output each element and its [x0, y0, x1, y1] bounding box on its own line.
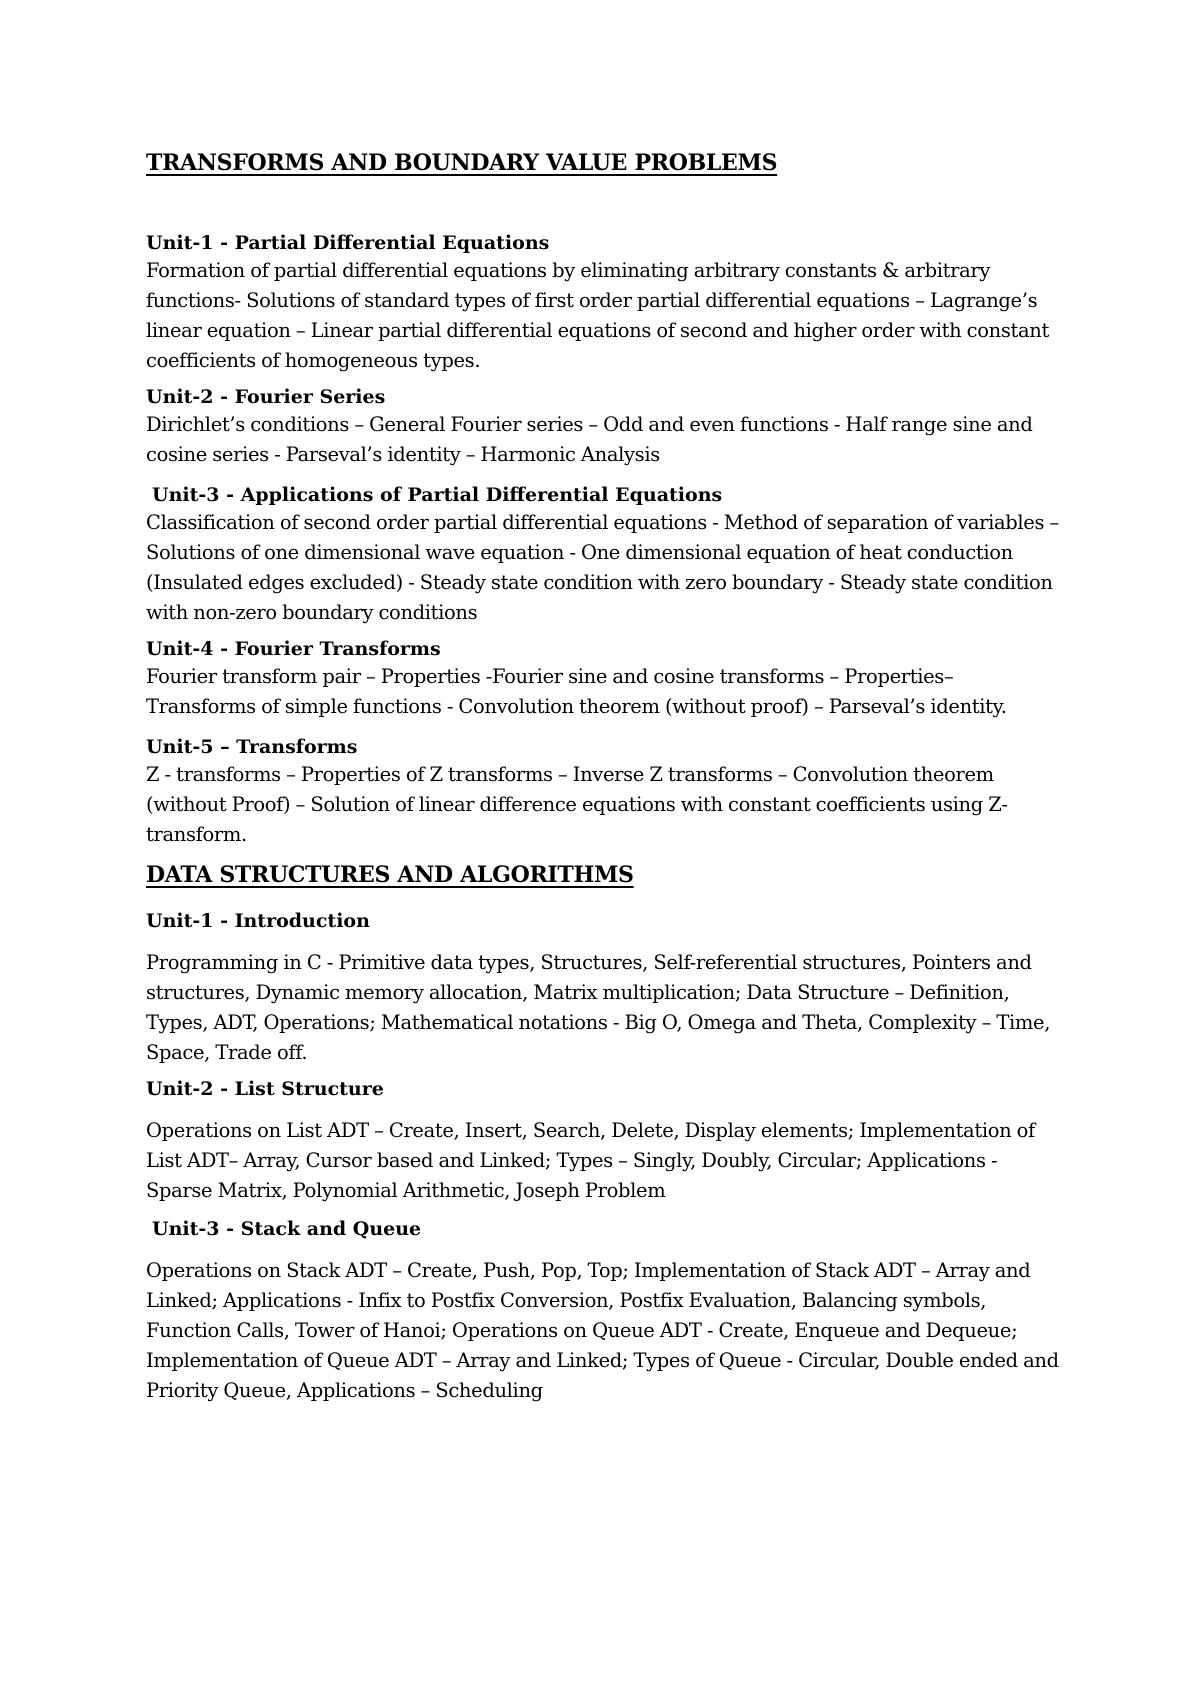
unit-description: Classification of second order partial differential equations - Method of separation of variables – Solutions of one dimensional wave equation - One dimensional equation of heat conduction (Insulated edges excluded) - Steady state condition with zero boundary - Steady state condition with non-zero boundary conditions — [146, 511, 1059, 624]
unit-description: Programming in C - Primitive data types, Structures, Self-referential structures, Pointers and structures, Dynamic memory allocation, Matrix multiplication; Data Structure – Definition, Types, ADT, Operations; Mathematical notations - Big O, Omega and Theta, Complexity – Time, Space, Trade off. — [146, 951, 1051, 1064]
unit-title: Unit-4 - Fourier Transforms — [146, 638, 441, 660]
unit-title: Unit-2 - Fourier Series — [146, 386, 386, 408]
section-heading: TRANSFORMS AND BOUNDARY VALUE PROBLEMS — [146, 150, 778, 176]
unit-title: Unit-1 - Partial Differential Equations — [146, 232, 550, 254]
unit-description: Fourier transform pair – Properties -Fourier sine and cosine transforms – Properties– Transforms of simple functions - Convolution theorem (without proof) – Parseval’s identity. — [146, 665, 1007, 718]
section-heading: DATA STRUCTURES AND ALGORITHMS — [146, 862, 634, 888]
unit-description: Operations on Stack ADT – Create, Push, Pop, Top; Implementation of Stack ADT – Array and Linked; Applications - Infix to Postfix Conversion, Postfix Evaluation, Balancing symbols, Function Calls, Tower of Hanoi; Operations on Queue ADT - Create, Enqueue and Dequeue; Implementation of Queue ADT – Array and Linked; Types of Queue - Circular, Double ended and Priority Queue, Applications – Scheduling — [146, 1259, 1059, 1402]
unit-description: Z - transforms – Properties of Z transforms – Inverse Z transforms – Convolution theorem (without Proof) – Solution of linear difference equations with constant coefficients using Z-transform. — [146, 763, 1008, 846]
unit-description: Dirichlet’s conditions – General Fourier series – Odd and even functions - Half range sine and cosine series - Parseval’s identity – Harmonic Analysis — [146, 413, 1033, 466]
unit-description: Operations on List ADT – Create, Insert, Search, Delete, Display elements; Implementation of List ADT– Array, Cursor based and Linked; Types – Singly, Doubly, Circular; Applications - Sparse Matrix, Polynomial Arithmetic, Joseph Problem — [146, 1119, 1035, 1202]
unit-description: Formation of partial differential equations by eliminating arbitrary constants & arbitrary functions- Solutions of standard types of first order partial differential equations – Lagrange’s linear equation – Linear partial differential equations of second and higher order with constant coefficients of homogeneous types. — [146, 259, 1049, 372]
unit-title: Unit-5 – Transforms — [146, 736, 358, 758]
unit-title: Unit-3 - Applications of Partial Differential Equations — [152, 484, 723, 506]
unit-title: Unit-2 - List Structure — [146, 1078, 384, 1100]
unit-title: Unit-1 - Introduction — [146, 910, 370, 932]
unit-title: Unit-3 - Stack and Queue — [152, 1218, 422, 1240]
